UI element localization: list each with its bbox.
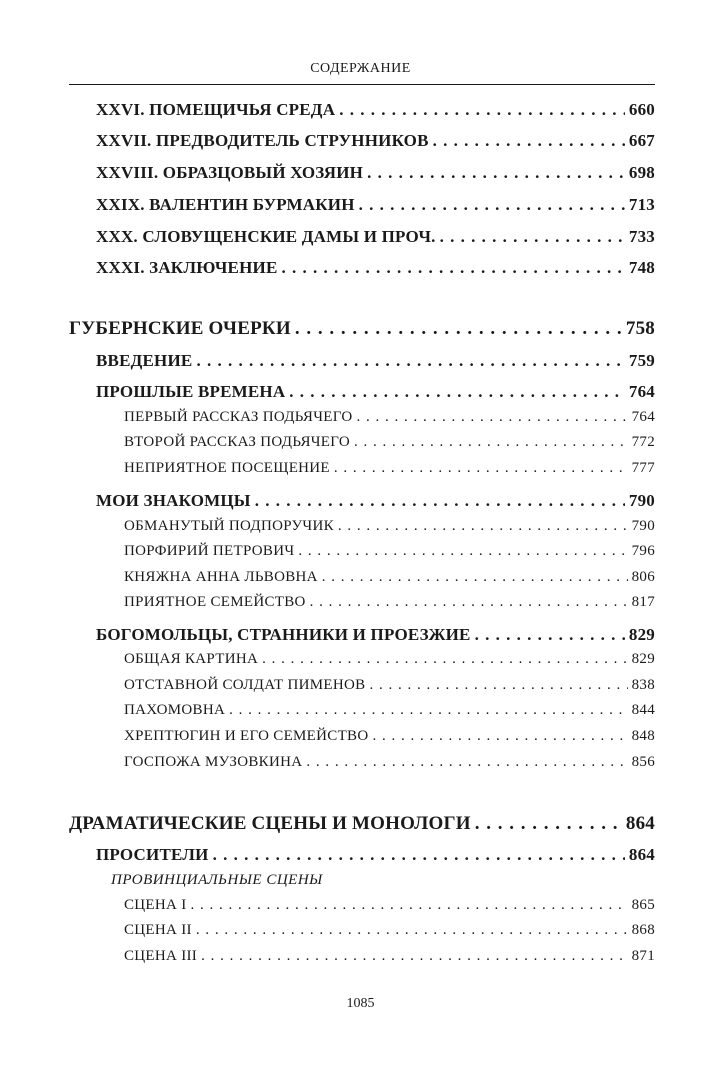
toc-entry-title: XXVII. ПРЕДВОДИТЕЛЬ СТРУННИКОВ [96, 131, 429, 150]
toc-entry[interactable] [96, 227, 655, 247]
toc-entry-title: XXVI. ПОМЕЩИЧЬЯ СРЕДА [96, 100, 336, 119]
toc-subentry-title: ГОСПОЖА МУЗОВКИНА [124, 754, 303, 770]
toc-subentry-page: 868 [631, 922, 655, 938]
dot-leader [475, 813, 622, 835]
toc-entry-title: XXXI. ЗАКЛЮЧЕНИЕ [96, 258, 278, 277]
toc-subentry[interactable] [124, 518, 655, 535]
dot-leader [306, 754, 627, 771]
toc-subentry[interactable] [124, 728, 655, 745]
toc-entry-page: 759 [628, 351, 655, 370]
dot-leader [369, 677, 627, 694]
toc-entry-title: ВВЕДЕНИЕ [96, 351, 193, 370]
toc-entry[interactable] [96, 258, 655, 278]
toc-entry-page: 698 [628, 163, 655, 182]
running-header: СОДЕРЖАНИЕ [310, 61, 411, 76]
dot-leader [356, 409, 627, 426]
toc-subentry-title: ПЕРВЫЙ РАССКАЗ ПОДЬЯЧЕГО [124, 409, 353, 425]
toc-subheading: ПРОВИНЦИАЛЬНЫЕ СЦЕНЫ [111, 872, 323, 888]
dot-leader [255, 491, 625, 511]
toc-subentry[interactable] [124, 754, 655, 771]
toc-subentry-page: 764 [631, 409, 655, 425]
toc-entry-page: 864 [628, 845, 655, 864]
toc-subentry-title: СЦЕНА II [124, 922, 192, 938]
dot-leader [334, 460, 628, 477]
dot-leader [298, 543, 627, 560]
dot-leader [262, 651, 628, 668]
toc-entry-title: XXVIII. ОБРАЗЦОВЫЙ ХОЗЯИН [96, 163, 364, 182]
dot-leader [440, 227, 625, 247]
toc-section[interactable] [69, 318, 655, 340]
toc-entry[interactable] [96, 382, 655, 402]
toc-subentry[interactable] [124, 702, 655, 719]
dot-leader [196, 351, 624, 371]
toc-subentry-title: НЕПРИЯТНОЕ ПОСЕЩЕНИЕ [124, 460, 330, 476]
toc-subentry-page: 817 [631, 594, 655, 610]
toc-subentry-page: 838 [631, 677, 655, 693]
toc-subentry-page: 844 [631, 702, 655, 718]
toc-subentry-title: ВТОРОЙ РАССКАЗ ПОДЬЯЧЕГО [124, 434, 351, 450]
toc-section-title: ГУБЕРНСКИЕ ОЧЕРКИ [69, 318, 291, 339]
toc-subentry-title: ХРЕПТЮГИН И ЕГО СЕМЕЙСТВО [124, 728, 369, 744]
toc-subentry-page: 829 [631, 651, 655, 667]
dot-leader [322, 569, 628, 586]
dot-leader [289, 382, 625, 402]
toc-subentry[interactable] [124, 651, 655, 668]
toc-subentry[interactable] [124, 897, 655, 914]
toc-entry[interactable] [96, 845, 655, 865]
dot-leader [338, 518, 628, 535]
toc-entry-page: 660 [628, 100, 655, 119]
toc-entry-page: 748 [628, 258, 655, 277]
toc-entry[interactable] [96, 100, 655, 120]
dot-leader [196, 922, 628, 939]
toc-subentry[interactable] [124, 460, 655, 477]
toc-entry-title: XXX. СЛОВУЩЕНСКИЕ ДАМЫ И ПРОЧ. [96, 227, 436, 246]
toc-subentry[interactable] [124, 677, 655, 694]
toc-entry-page: 790 [628, 491, 655, 510]
dot-leader [339, 100, 625, 120]
toc-entry-page: 829 [628, 625, 655, 644]
toc-entry-title: ПРОСИТЕЛИ [96, 845, 209, 864]
toc-subentry[interactable] [124, 948, 655, 965]
toc-entry[interactable] [96, 195, 655, 215]
toc-subentry-title: ПОРФИРИЙ ПЕТРОВИЧ [124, 543, 295, 559]
dot-leader [281, 258, 624, 278]
toc-entry[interactable] [96, 163, 655, 183]
toc-subentry[interactable] [124, 922, 655, 939]
toc-entry-title: БОГОМОЛЬЦЫ, СТРАННИКИ И ПРОЕЗЖИЕ [96, 625, 471, 644]
toc-subentry-page: 777 [631, 460, 655, 476]
toc-subentry-page: 790 [631, 518, 655, 534]
toc-section-page: 758 [625, 318, 655, 339]
toc-subentry-page: 806 [631, 569, 655, 585]
toc-subentry-title: ОТСТАВНОЙ СОЛДАТ ПИМЕНОВ [124, 677, 366, 693]
dot-leader [372, 728, 627, 745]
dot-leader [295, 318, 622, 340]
dot-leader [359, 195, 625, 215]
dot-leader [310, 594, 628, 611]
toc-subentry[interactable] [124, 569, 655, 586]
page-number: 1085 [346, 996, 375, 1011]
toc-section-page: 864 [625, 813, 655, 834]
toc-entry-page: 713 [628, 195, 655, 214]
toc-subentry-page: 871 [631, 948, 655, 964]
toc-subentry-title: ОБЩАЯ КАРТИНА [124, 651, 259, 667]
toc-subentry-title: СЦЕНА III [124, 948, 198, 964]
toc-subentry-page: 772 [631, 434, 655, 450]
toc-subentry-page: 856 [631, 754, 655, 770]
dot-leader [433, 131, 625, 151]
toc-subentry-title: КНЯЖНА АННА ЛЬВОВНА [124, 569, 318, 585]
toc-entry[interactable] [96, 491, 655, 511]
toc-entry[interactable] [96, 131, 655, 151]
toc-subentry-page: 848 [631, 728, 655, 744]
dot-leader [367, 163, 625, 183]
toc-section[interactable] [69, 813, 655, 835]
toc-section-title: ДРАМАТИЧЕСКИЕ СЦЕНЫ И МОНОЛОГИ [69, 813, 471, 834]
dot-leader [475, 625, 625, 645]
toc-entry[interactable] [96, 351, 655, 371]
dot-leader [354, 434, 628, 451]
toc-subentry-title: ПРИЯТНОЕ СЕМЕЙСТВО [124, 594, 306, 610]
dot-leader [191, 897, 628, 914]
dot-leader [201, 948, 627, 965]
dot-leader [213, 845, 625, 865]
toc-subentry-title: СЦЕНА I [124, 897, 187, 913]
toc-entry-page: 733 [628, 227, 655, 246]
toc-subentry[interactable] [124, 594, 655, 611]
toc-subentry-title: ПАХОМОВНА [124, 702, 226, 718]
toc-subentry-page: 865 [631, 897, 655, 913]
toc-subentry[interactable] [124, 543, 655, 560]
toc-entry[interactable] [96, 625, 655, 645]
toc-subentry-title: ОБМАНУТЫЙ ПОДПОРУЧИК [124, 518, 334, 534]
toc-entry-page: 667 [628, 131, 655, 150]
toc-subentry[interactable] [124, 434, 655, 451]
toc-entry-title: XXIX. ВАЛЕНТИН БУРМАКИН [96, 195, 355, 214]
toc-subentry[interactable] [124, 409, 655, 426]
toc-entry-title: МОИ ЗНАКОМЦЫ [96, 491, 251, 510]
toc-entry-page: 764 [628, 382, 655, 401]
toc-entry-title: ПРОШЛЫЕ ВРЕМЕНА [96, 382, 286, 401]
toc-subentry-page: 796 [631, 543, 655, 559]
dot-leader [229, 702, 627, 719]
